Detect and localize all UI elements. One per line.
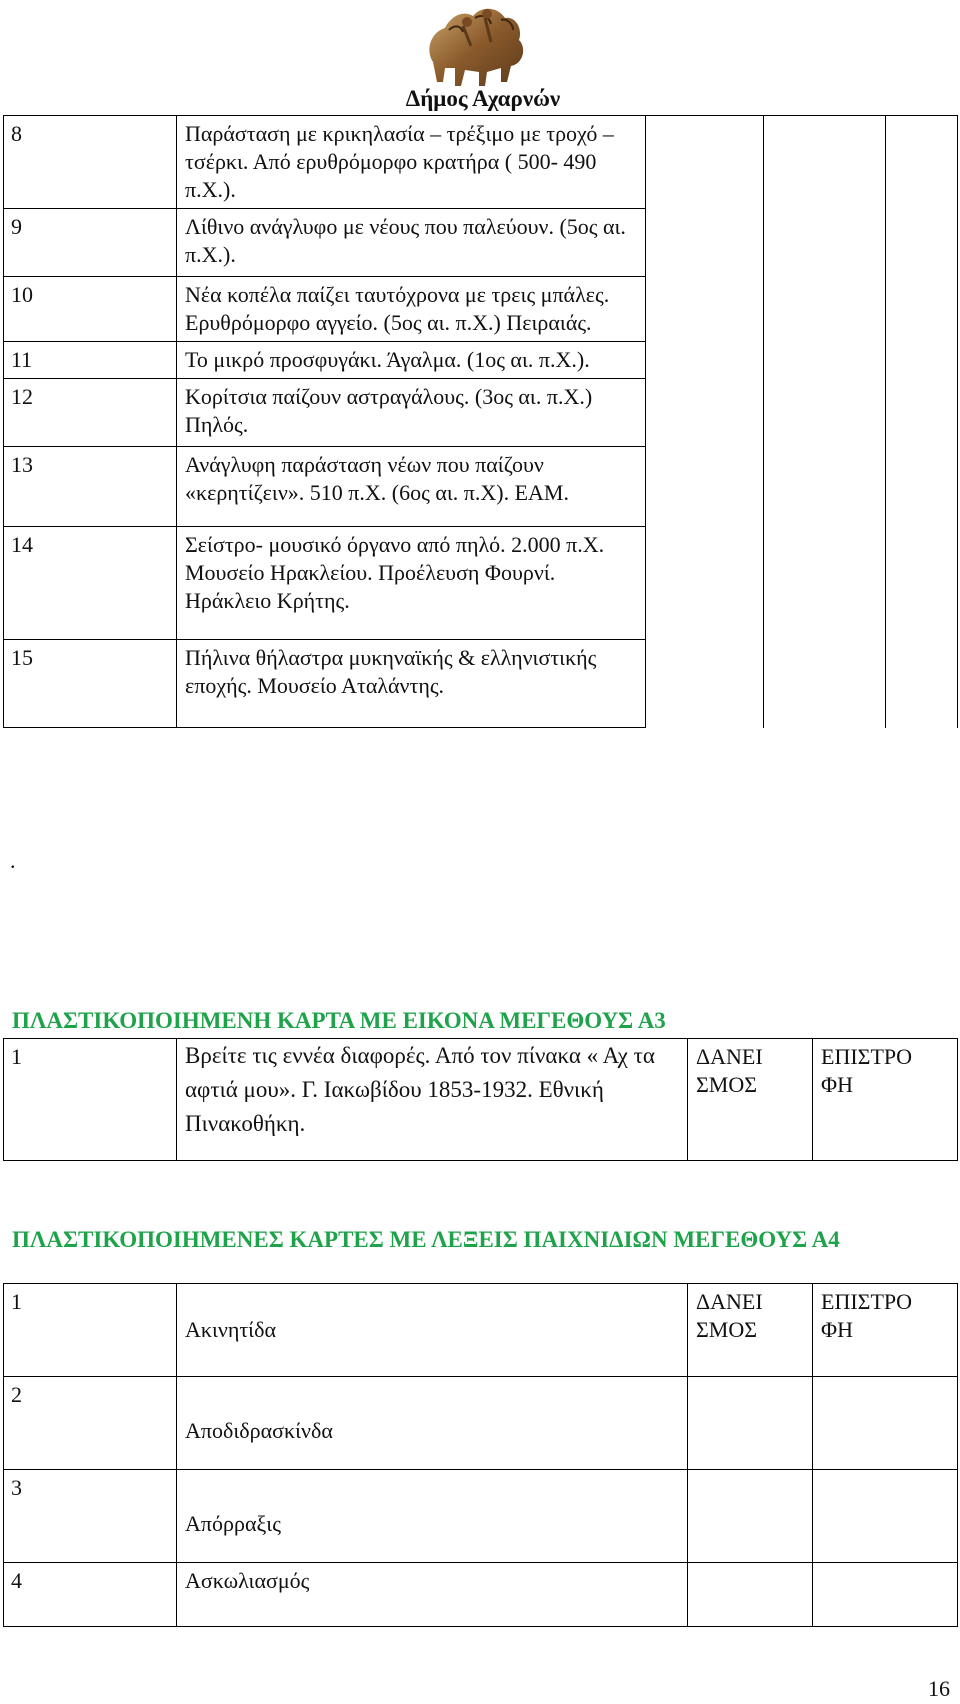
row-number: 12	[4, 379, 177, 447]
game-word: Ασκωλιασμός	[185, 1568, 310, 1593]
municipality-logo	[415, 2, 535, 94]
row-number: 15	[4, 640, 177, 728]
loan-cell	[688, 1470, 813, 1563]
row-number: 1	[4, 1039, 177, 1161]
loan-cell	[688, 1377, 813, 1470]
row-word	[177, 1284, 688, 1377]
row-word	[177, 1377, 688, 1470]
return-label: ΕΠΙΣΤΡΟ ΦΗ	[813, 1039, 958, 1161]
row-description: Λίθινο ανάγλυφο με νέους που παλεύουν. (5ος αι. π.Χ.).	[177, 209, 646, 277]
row-number: 14	[4, 527, 177, 640]
horses-logo-icon	[415, 2, 535, 94]
extra-cell	[886, 116, 958, 728]
row-description: Πήλινα θήλαστρα μυκηναϊκής & ελληνιστικής εποχής. Μουσείο Αταλάντης.	[177, 640, 646, 728]
row-description: Ανάγλυφη παράσταση νέων που παίζουν «κερητίζειν». 510 π.Χ. (6ος αι. π.Χ). ΕΑΜ.	[177, 447, 646, 527]
loan-label: ΔΑΝΕΙ ΣΜΟΣ	[688, 1039, 813, 1161]
table-row	[4, 1284, 958, 1377]
page-number: 16	[928, 1676, 950, 1701]
game-word: Αποδιδρασκίνδα	[185, 1418, 333, 1443]
return-cell	[813, 1470, 958, 1563]
row-description: Σείστρο- μουσικό όργανο από πηλό. 2.000 π.Χ. Μουσείο Ηρακλείου. Προέλευση Φουρνί. Ηράκλειο Κρήτης.	[177, 527, 646, 640]
section-heading-a4: ΠΛΑΣΤΙΚΟΠΟΙΗΜΕΝΕΣ ΚΑΡΤΕΣ ΜΕ ΛΕΞΕΙΣ ΠΑΙΧΝΙΔΙΩΝ ΜΕΓΕΘΟΥΣ Α4	[12, 1227, 840, 1252]
section-heading-a3: ΠΛΑΣΤΙΚΟΠΟΙΗΜΕΝΗ ΚΑΡΤΑ ΜΕ ΕΙΚΟΝΑ ΜΕΓΕΘΟΥΣ Α3	[12, 1008, 666, 1033]
return-cell	[813, 1377, 958, 1470]
separator-dot: .	[10, 848, 16, 873]
row-description: Κορίτσια παίζουν αστραγάλους. (3ος αι. π.Χ.) Πηλός.	[177, 379, 646, 447]
row-word	[177, 1470, 688, 1563]
loan-cell	[688, 1563, 813, 1627]
table-row	[4, 1470, 958, 1563]
return-cell	[764, 116, 886, 728]
row-number: 2	[4, 1377, 177, 1470]
row-number: 1	[4, 1284, 177, 1377]
row-word	[177, 1563, 688, 1627]
a4-cards-table	[3, 1283, 958, 1627]
row-description: Νέα κοπέλα παίζει ταυτόχρονα με τρεις μπάλες. Ερυθρόμορφο αγγείο. (5ος αι. π.Χ.) Πειραιάς.	[177, 277, 646, 342]
row-description: Βρείτε τις εννέα διαφορές. Από τον πίνακα « Αχ τα αφτιά μου». Γ. Ιακωβίδου 1853-1932. Εθνική Πινακοθήκη.	[177, 1039, 688, 1161]
table-row	[4, 1377, 958, 1470]
return-cell	[813, 1563, 958, 1627]
table-row	[4, 1563, 958, 1627]
loan-cell	[646, 116, 764, 728]
row-number: 8	[4, 116, 177, 209]
municipality-name: Δήμος Αχαρνών	[405, 86, 561, 111]
row-description: Παράσταση με κρικηλασία – τρέξιμο με τροχό – τσέρκι. Από ερυθρόμορφο κρατήρα ( 500- 490 π.Χ.).	[177, 116, 646, 209]
row-number: 10	[4, 277, 177, 342]
game-word: Ακινητίδα	[185, 1317, 276, 1342]
row-number: 9	[4, 209, 177, 277]
table-row	[4, 1039, 958, 1161]
exhibits-table	[3, 115, 958, 728]
game-word: Απόρραξις	[185, 1511, 281, 1536]
row-number: 13	[4, 447, 177, 527]
row-number: 11	[4, 342, 177, 379]
row-number: 3	[4, 1470, 177, 1563]
return-label: ΕΠΙΣΤΡΟ ΦΗ	[813, 1284, 958, 1377]
table-row	[4, 116, 958, 209]
row-description: Το μικρό προσφυγάκι. Άγαλμα. (1ος αι. π.Χ.).	[177, 342, 646, 379]
loan-label: ΔΑΝΕΙ ΣΜΟΣ	[688, 1284, 813, 1377]
a3-card-table	[3, 1038, 958, 1161]
row-number: 4	[4, 1563, 177, 1627]
